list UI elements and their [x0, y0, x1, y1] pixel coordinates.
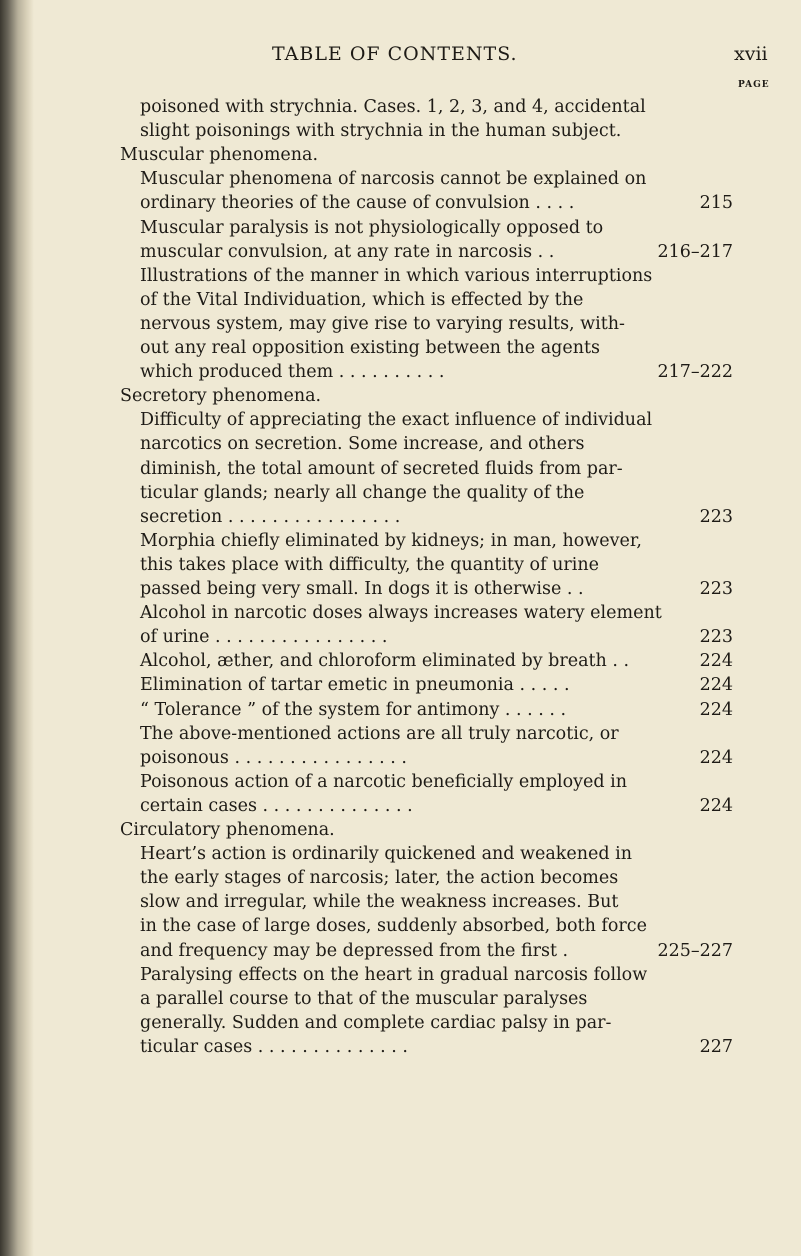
toc-entry-line [0, 697, 801, 724]
toc-page-reference: 215 [699, 193, 733, 214]
toc-entry-line [0, 648, 801, 675]
toc-entry-line [0, 166, 801, 193]
toc-entry-line [0, 721, 801, 748]
toc-entry-line [0, 118, 801, 145]
toc-entry-text: this takes place with difficulty, the quantity of urine [140, 554, 599, 575]
toc-entry-text: Muscular phenomena. [120, 145, 319, 166]
toc-entry-text: Poisonous action of a narcotic beneficially employed in [140, 771, 628, 792]
toc-entry-line [0, 239, 801, 266]
toc-section-heading [0, 383, 801, 410]
toc-entry-line [0, 769, 801, 796]
toc-entry-line [0, 359, 801, 386]
toc-entry-line [0, 600, 801, 627]
toc-entry-line [0, 938, 801, 965]
toc-entry-line [0, 793, 801, 820]
toc-entry-line [0, 504, 801, 531]
toc-entry-line [0, 311, 801, 338]
toc-entry-line [0, 913, 801, 940]
toc-entry-text: Elimination of tartar emetic in pneumonia . . . . . [140, 675, 570, 696]
toc-page-reference: 224 [699, 651, 733, 672]
toc-entry-text: of urine . . . . . . . . . . . . . . . . [140, 627, 388, 648]
toc-page-reference: 223 [699, 627, 733, 648]
toc-entry-line [0, 962, 801, 989]
toc-entry-text: generally. Sudden and complete cardiac palsy in par- [140, 1012, 612, 1033]
toc-entry-line [0, 1034, 801, 1061]
toc-entry-text: Muscular paralysis is not physiologically opposed to [140, 217, 604, 238]
toc-entry-text: ordinary theories of the cause of convulsion . . . . [140, 193, 575, 214]
toc-entry-text: ticular cases . . . . . . . . . . . . . . [140, 1036, 408, 1057]
toc-entry-text: Alcohol, æther, and chloroform eliminated by breath . . [140, 651, 630, 672]
toc-page-reference: 217–222 [657, 362, 733, 383]
toc-entry-text: Secretory phenomena. [120, 386, 322, 407]
toc-entry-text: the early stages of narcosis; later, the action becomes [140, 868, 619, 889]
page-column-label: PAGE [738, 80, 770, 90]
toc-entry-line [0, 672, 801, 699]
toc-entry-line [0, 456, 801, 483]
toc-entry-line [0, 215, 801, 242]
toc-section-heading [0, 142, 801, 169]
toc-entry-line [0, 431, 801, 458]
toc-entry-line [0, 287, 801, 314]
toc-entry-line [0, 624, 801, 651]
toc-entry-text: Morphia chiefly eliminated by kidneys; in man, however, [140, 530, 642, 551]
toc-entry-line [0, 335, 801, 362]
toc-entry-text: narcotics on secretion. Some increase, and others [140, 434, 585, 455]
toc-entry-line [0, 889, 801, 916]
toc-page-reference: 224 [699, 699, 733, 720]
toc-entry-line [0, 190, 801, 217]
toc-section-heading [0, 817, 801, 844]
toc-entry-text: passed being very small. In dogs it is otherwise . . [140, 579, 584, 599]
toc-entry-text: of the Vital Individuation, which is effected by the [140, 289, 584, 310]
toc-entry-line [0, 865, 801, 892]
toc-entry-text: poisonous . . . . . . . . . . . . . . . . [140, 747, 407, 768]
toc-entry-line [0, 407, 801, 434]
toc-entry-text: secretion . . . . . . . . . . . . . . . . [140, 506, 401, 527]
toc-entry-text: Alcohol in narcotic doses always increases watery element [140, 603, 662, 624]
toc-entry-text: and frequency may be depressed from the first . [140, 940, 569, 961]
toc-entry-text: The above-mentioned actions are all truly narcotic, or [140, 723, 619, 744]
toc-entry-line [0, 576, 801, 603]
toc-entry-text: which produced them . . . . . . . . . . [140, 362, 445, 383]
toc-entry-line [0, 986, 801, 1013]
toc-entry-text: diminish, the total amount of secreted fluids from par- [140, 458, 623, 479]
toc-entry-text: Paralysing effects on the heart in gradual narcosis follow [140, 964, 648, 985]
page-title: TABLE OF CONTENTS. [272, 43, 518, 65]
toc-page-reference: 224 [699, 795, 733, 816]
toc-entry-line [0, 480, 801, 507]
toc-entry-text: slight poisonings with strychnia in the human subject. [140, 121, 622, 142]
toc-page-reference: 224 [699, 675, 733, 696]
toc-entry-text: “ Tolerance ” of the system for antimony . . . . . . [140, 699, 567, 720]
toc-entry-text: Illustrations of the manner in which various interruptions [140, 265, 653, 286]
toc-entry-text: nervous system, may give rise to varying results, with- [140, 313, 625, 334]
toc-entry-line [0, 528, 801, 555]
toc-page-reference: 224 [699, 747, 733, 768]
toc-page-reference: 227 [699, 1036, 733, 1057]
toc-entry-text: out any real opposition existing between the agents [140, 338, 601, 358]
toc-entry-text: ticular glands; nearly all change the quality of the [140, 482, 585, 503]
toc-entry-text: muscular convulsion, at any rate in narcosis . . [140, 241, 555, 262]
running-header [0, 43, 801, 73]
toc-entry-text: Heart’s action is ordinarily quickened and weakened in [140, 844, 633, 865]
toc-entry-line [0, 263, 801, 290]
toc-entry-text: Difficulty of appreciating the exact influence of individual [140, 410, 653, 431]
toc-entry-line [0, 552, 801, 579]
toc-entry-text: a parallel course to that of the muscular paralyses [140, 988, 588, 1009]
toc-entry-text: slow and irregular, while the weakness increases. But [140, 892, 619, 913]
toc-page-reference: 225–227 [657, 940, 733, 961]
toc-entry-text: Muscular phenomena of narcosis cannot be explained on [140, 169, 647, 190]
toc-page-reference: 223 [699, 506, 733, 527]
toc-entry-text: Circulatory phenomena. [120, 820, 335, 840]
toc-entry-text: poisoned with strychnia. Cases. 1, 2, 3, and 4, accidental [140, 97, 646, 117]
toc-entry-text: in the case of large doses, suddenly absorbed, both force [140, 916, 647, 937]
toc-entry-line [0, 841, 801, 868]
toc-entry-line [0, 94, 801, 121]
page-number: xvii [734, 43, 768, 65]
toc-entry-line [0, 1010, 801, 1037]
toc-entry-text: certain cases . . . . . . . . . . . . . . [140, 795, 413, 816]
toc-page-reference: 223 [699, 579, 733, 599]
toc-page-reference: 216–217 [657, 241, 733, 262]
toc-entry-line [0, 745, 801, 772]
